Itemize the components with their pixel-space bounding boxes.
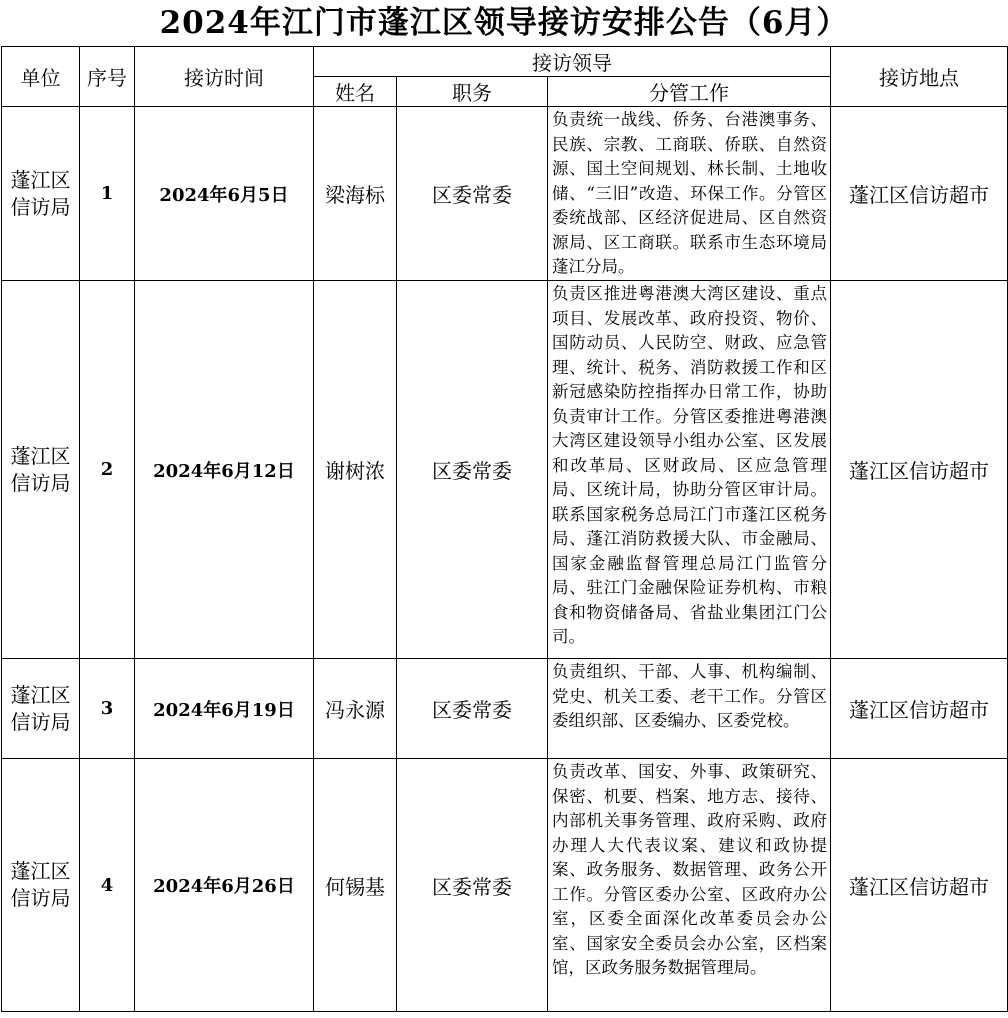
date-cell: 2024年6月26日 (135, 759, 314, 1012)
page-title: 2024年江门市蓬江区领导接访安排公告（6月） (159, 5, 849, 41)
table-header (2, 47, 1008, 107)
duties-cell: 负责改革、国安、外事、政策研究、保密、机要、档案、地方志、接待、内部机关事务管理、政府采购、政府办理人大代表议案、建议和政协提案、政务服务、数据管理、政务公开工作。分管区委办公室、区政府办公室，区委全面深化改革委员会办公室、国家安全委员会办公室，区档案馆，区政务服务数据管理局。 (548, 759, 831, 1012)
place-cell: 蓬江区信访超市 (831, 107, 1008, 281)
name-cell: 谢树浓 (314, 281, 397, 659)
table-row (2, 107, 1008, 281)
reception-schedule-table (1, 46, 1008, 1012)
place-cell: 蓬江区信访超市 (831, 659, 1008, 759)
position-cell: 区委常委 (397, 759, 548, 1012)
position-cell: 区委常委 (397, 107, 548, 281)
seq-cell: 2 (80, 281, 135, 659)
name-cell: 何锡基 (314, 759, 397, 1012)
duties-cell: 负责区推进粤港澳大湾区建设、重点项目、发展改革、政府投资、物价、国防动员、人民防空、财政、应急管理、统计、税务、消防救援工作和区新冠感染防控指挥办日常工作，协助负责审计工作。分管区委推进粤港澳大湾区建设领导小组办公室、区发展和改革局、区财政局、区应急管理局、区统计局，协助分管区审计局。联系国家税务总局江门市蓬江区税务局、蓬江消防救援大队、市金融局、国家金融监督管理总局江门监管分局、驻江门金融保险证券机构、市粮食和物资储备局、省盐业集团江门公司。 (548, 281, 831, 659)
table-row (2, 281, 1008, 659)
duties-cell: 负责组织、干部、人事、机构编制、党史、机关工委、老干工作。分管区委组织部、区委编办、区委党校。 (548, 659, 831, 759)
unit-cell: 蓬江区信访局 (2, 759, 80, 1012)
duties-cell: 负责统一战线、侨务、台港澳事务、民族、宗教、工商联、侨联、自然资源、国土空间规划、林长制、土地收储、“三旧”改造、环保工作。分管区委统战部、区经济促进局、区自然资源局、区工商联。联系市生态环境局蓬江分局。 (548, 107, 831, 281)
date-cell: 2024年6月12日 (135, 281, 314, 659)
name-cell: 冯永源 (314, 659, 397, 759)
date-cell: 2024年6月19日 (135, 659, 314, 759)
table-row (2, 759, 1008, 1012)
seq-cell: 3 (80, 659, 135, 759)
table-row (2, 659, 1008, 759)
place-cell: 蓬江区信访超市 (831, 281, 1008, 659)
unit-cell: 蓬江区信访局 (2, 107, 80, 281)
unit-cell: 蓬江区信访局 (2, 659, 80, 759)
name-cell: 梁海标 (314, 107, 397, 281)
header-duties: 分管工作 (548, 77, 831, 107)
header-time: 接访时间 (135, 47, 314, 107)
unit-cell: 蓬江区信访局 (2, 281, 80, 659)
header-leader-group: 接访领导 (314, 47, 831, 77)
header-seq: 序号 (80, 47, 135, 107)
seq-cell: 4 (80, 759, 135, 1012)
seq-cell: 1 (80, 107, 135, 281)
header-place: 接访地点 (831, 47, 1008, 107)
position-cell: 区委常委 (397, 659, 548, 759)
place-cell: 蓬江区信访超市 (831, 759, 1008, 1012)
header-position: 职务 (397, 77, 548, 107)
header-name: 姓名 (314, 77, 397, 107)
header-unit: 单位 (2, 47, 80, 107)
date-cell: 2024年6月5日 (135, 107, 314, 281)
position-cell: 区委常委 (397, 281, 548, 659)
